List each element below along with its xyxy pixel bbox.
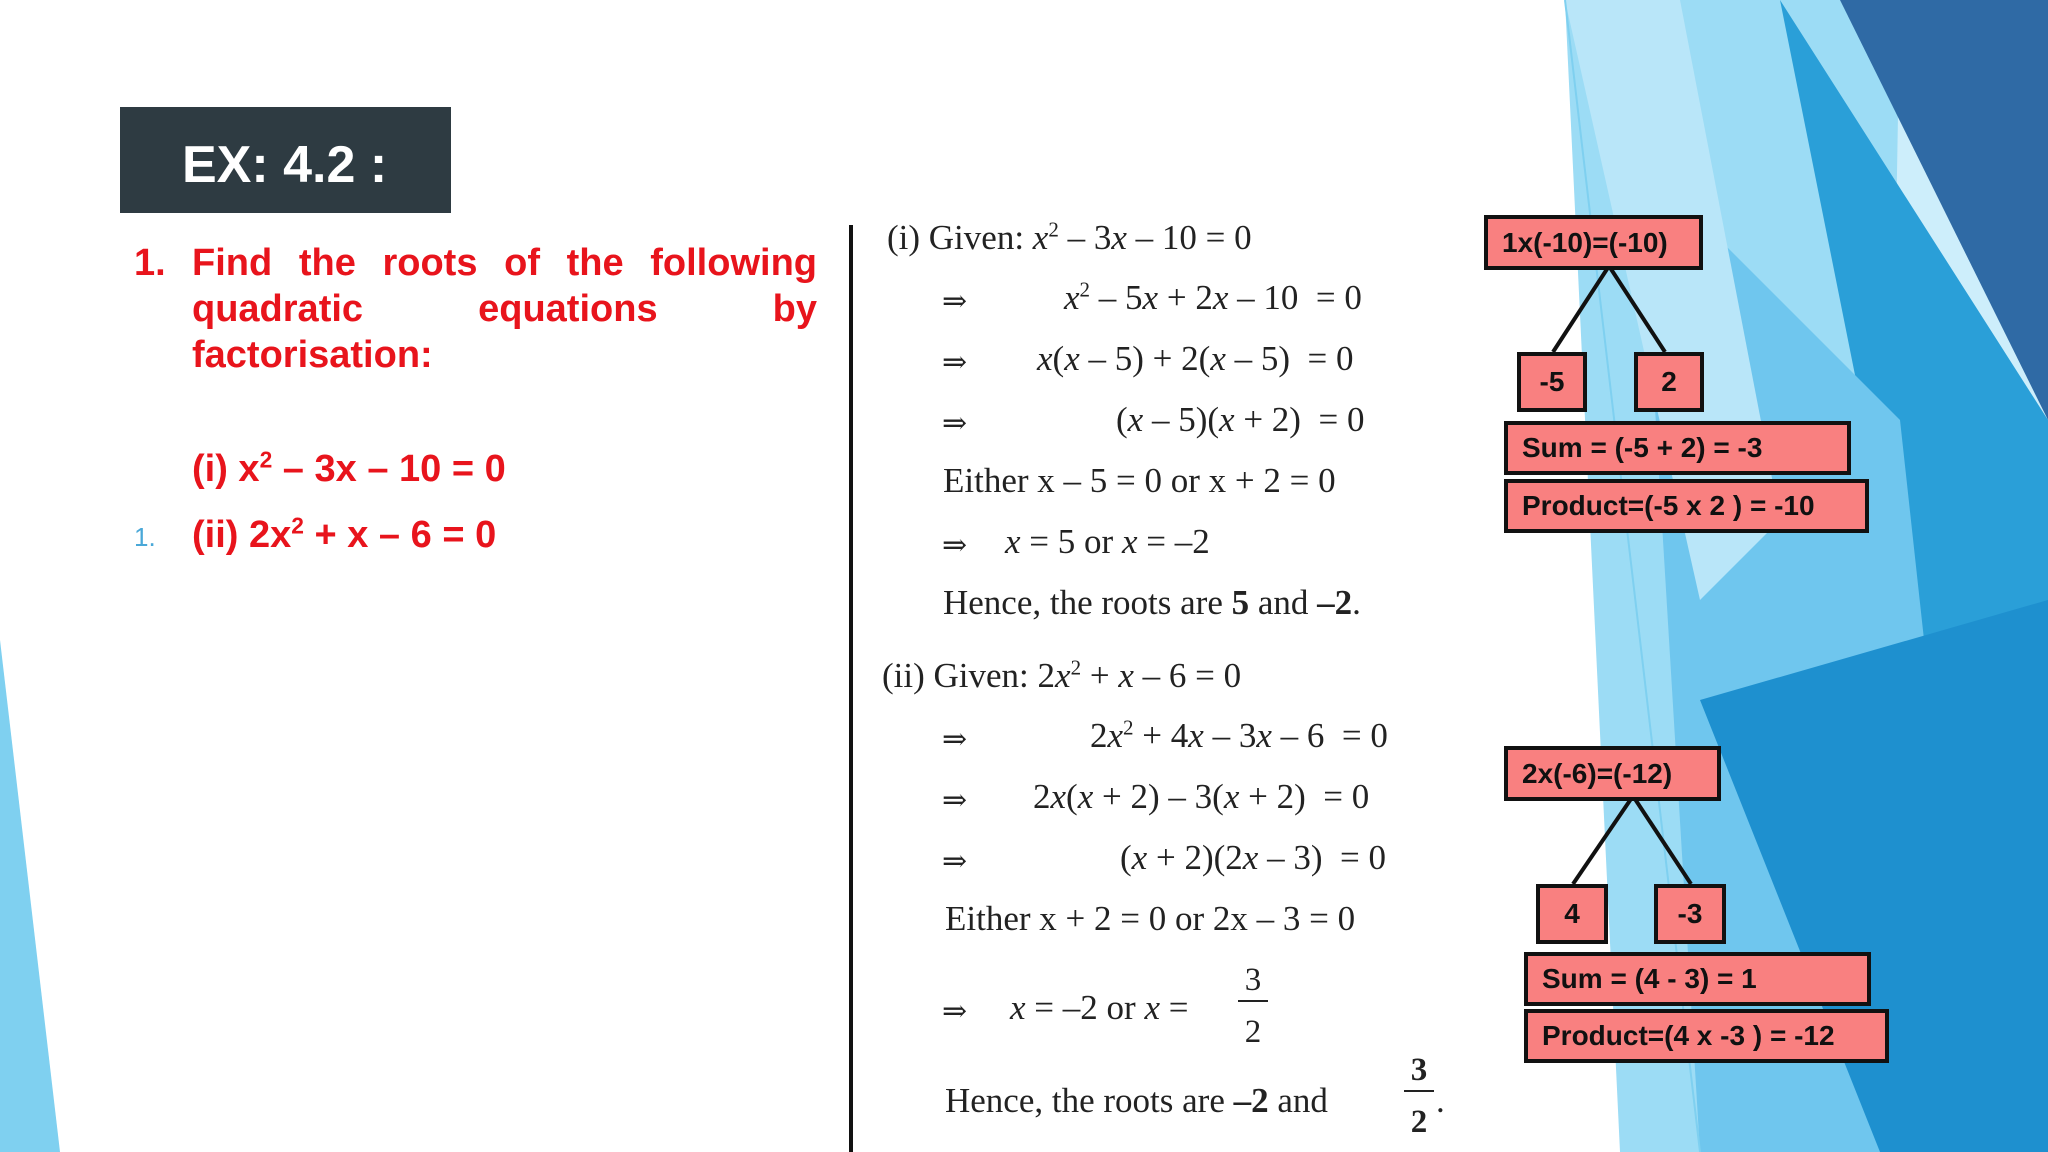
sol-ii-either: Either x + 2 = 0 or 2x – 3 = 0 (945, 899, 1356, 938)
sol-ii-hence-bar (1404, 1090, 1434, 1092)
tree-i-product-box: Product=(-5 x 2 ) = -10 (1504, 479, 1869, 533)
tree-ii-top-box: 2x(-6)=(-12) (1504, 746, 1721, 801)
sol-i-step-2: x(x – 5) + 2(x – 5) = 0 (1037, 339, 1354, 378)
sol-ii-roots: x = –2 or x = (1010, 988, 1189, 1027)
tree-i-sum-box: Sum = (-5 + 2) = -3 (1504, 421, 1851, 475)
sol-ii-hence: Hence, the roots are –2 and (945, 1081, 1328, 1120)
sol-i-hence: Hence, the roots are 5 and –2. (943, 583, 1361, 622)
tree-ii-sum-box: Sum = (4 - 3) = 1 (1524, 952, 1871, 1006)
sol-i-step-1: $x^2 - 5x + 2x - 10 = 0$ (1064, 277, 1362, 317)
sol-ii-frac-den: 2 (1244, 1014, 1262, 1050)
sol-i-given: (i) Given: $x^2 - 3x - 10 = 0$ (887, 217, 1252, 257)
question-number: 1. (134, 242, 166, 284)
sol-ii-hence-period: . (1436, 1081, 1445, 1120)
part-ii-equation: (ii) $2x^2 + x - 6 = 0$ (192, 512, 497, 556)
sol-ii-step-3: (x + 2)(2x – 3) = 0 (1120, 838, 1386, 877)
sol-ii-step-1: $2x^2 + 4x - 3x - 6 = 0$ (1090, 715, 1388, 755)
sol-ii-step-2: 2x(x + 2) – 3(x + 2) = 0 (1033, 777, 1370, 816)
page-title: EX: 4.2 : (182, 136, 388, 194)
tree-i-top-box: 1x(-10)=(-10) (1484, 215, 1703, 270)
bullet-marker: 1. (134, 522, 156, 552)
question-line-2: quadratic equations by (192, 288, 817, 330)
sol-ii-frac-num: 3 (1244, 962, 1262, 998)
title-box (120, 107, 451, 213)
question-line-1: Find the roots of the following (192, 242, 817, 284)
sol-i-arrow-2: ⇒ (942, 345, 968, 380)
sol-i-arrow-3: ⇒ (942, 406, 968, 441)
sol-ii-hence-num: 3 (1410, 1052, 1428, 1088)
tree-i-left-factor: -5 (1517, 352, 1587, 412)
question-line-3: factorisation: (192, 334, 433, 376)
sol-i-roots: x = 5 or x = –2 (1005, 522, 1210, 561)
sol-ii-arrow-3: ⇒ (942, 844, 968, 879)
sol-ii-hence-den: 2 (1410, 1104, 1428, 1140)
sol-i-arrow-1: ⇒ (942, 284, 968, 319)
sol-ii-arrow-4: ⇒ (942, 994, 968, 1029)
tree-ii-right-factor: -3 (1654, 884, 1726, 944)
sol-ii-arrow-2: ⇒ (942, 783, 968, 818)
sol-ii-frac-bar (1238, 1000, 1268, 1002)
tree-ii-left-factor: 4 (1536, 884, 1608, 944)
tree-ii-product-box: Product=(4 x -3 ) = -12 (1524, 1009, 1889, 1063)
tree-i-right-factor: 2 (1634, 352, 1704, 412)
part-i-equation: (i) $x^2 - 3x - 10 = 0$ (192, 446, 506, 490)
sol-i-step-3: (x – 5)(x + 2) = 0 (1116, 400, 1365, 439)
sol-ii-given: (ii) Given: $2x^2 + x - 6 = 0$ (882, 655, 1242, 695)
sol-i-either: Either x – 5 = 0 or x + 2 = 0 (943, 461, 1336, 500)
sol-i-arrow-4: ⇒ (942, 528, 968, 563)
sol-ii-arrow-1: ⇒ (942, 722, 968, 757)
column-divider (849, 225, 853, 1152)
